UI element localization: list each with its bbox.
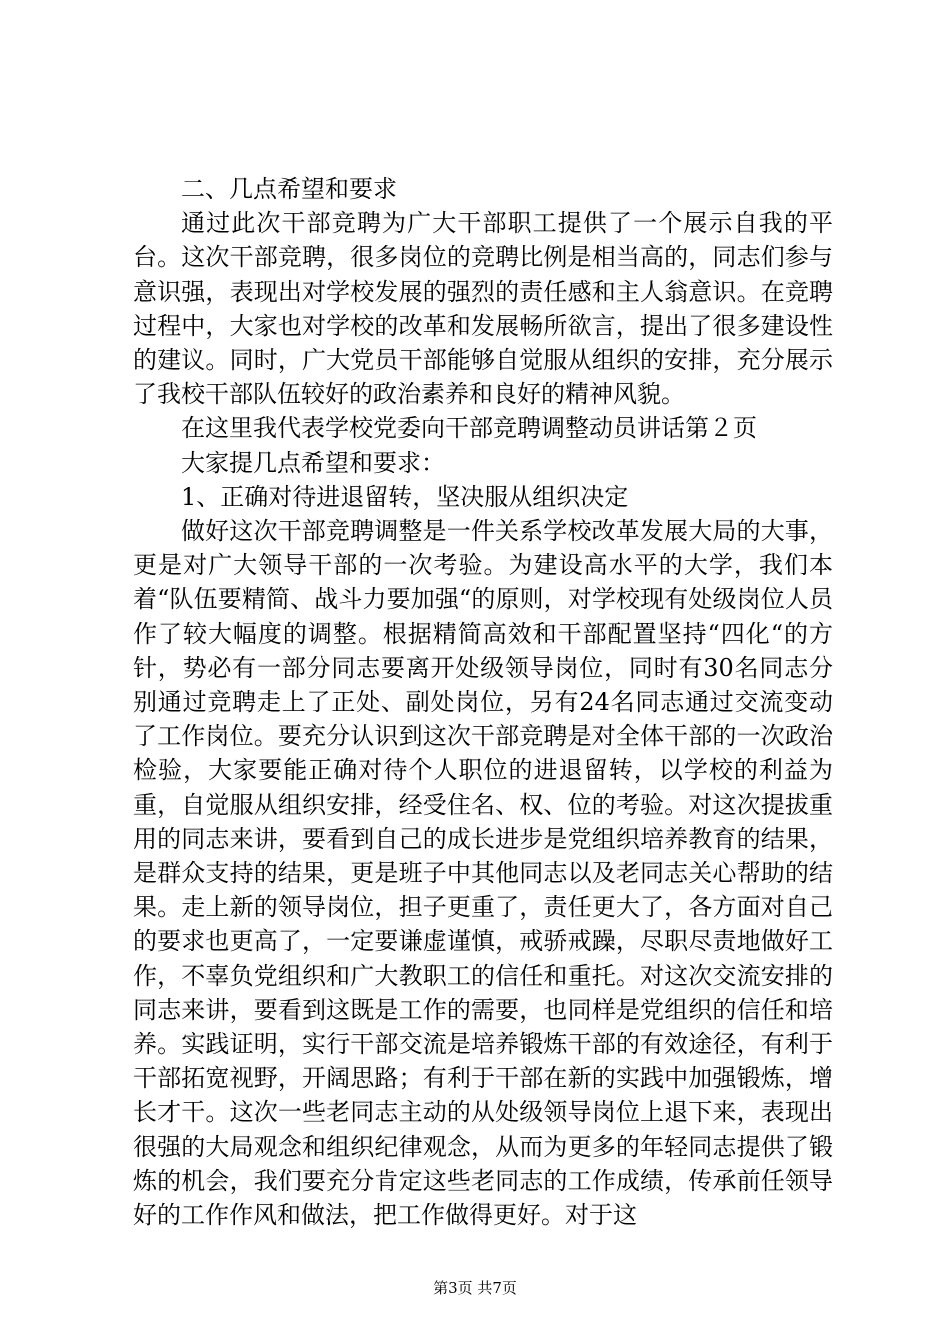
section-heading: 二、几点希望和要求 [181, 175, 397, 203]
body-paragraph: 在这里我代表学校党委向干部竞聘调整动员讲话第２页 [181, 414, 757, 443]
document-body [133, 172, 833, 1232]
subsection-heading: 1、正确对待进退留转，坚决服从组织决定 [181, 482, 629, 511]
body-paragraph: 大家提几点希望和要求： [181, 448, 445, 477]
body-paragraph: 通过此次干部竞聘为广大干部职工提供了一个展示自我的平台。这次干部竞聘，很多岗位的竞聘比例是相当高的，同志们参与意识强，表现出对学校发展的强烈的责任感和主人翁意识。在竞聘过程中，大家也对学校的改革和发展畅所欲言，提出了很多建设性的建议。同时，广大党员干部能够自觉服从组织的安排，充分展示了我校干部队伍较好的政治素养和良好的精神风貌。 [133, 209, 833, 409]
body-paragraph: 做好这次干部竞聘调整是一件关系学校改革发展大局的大事，更是对广大领导干部的一次考验。为建设高水平的大学，我们本着“队伍要精简、战斗力要加强“的原则，对学校现有处级岗位人员作了较大幅度的调整。根据精简高效和干部配置坚持“四化“的方针，势必有一部分同志要离开处级领导岗位，同时有30名同志分别通过竞聘走上了正处、副处岗位，另有24名同志通过交流变动了工作岗位。要充分认识到这次干部竞聘是对全体干部的一次政治检验，大家要能正确对待个人职位的进退留转，以学校的利益为重，自觉服从组织安排，经受住名、权、位的考验。对这次提拔重用的同志来讲，要看到自己的成长进步是党组织培养教育的结果，是群众支持的结果，更是班子中其他同志以及老同志关心帮助的结果。走上新的领导岗位，担子更重了，责任更大了，各方面对自己的要求也更高了，一定要谦虚谨慎，戒骄戒躁，尽职尽责地做好工作，不辜负党组织和广大教职工的信任和重托。对这次交流安排的同志来讲，要看到这既是工作的需要，也同样是党组织的信任和培养。实践证明，实行干部交流是培养锻炼干部的有效途径，有利于干部拓宽视野，开阔思路；有利于干部在新的实践中加强锻炼，增长才干。这次一些老同志主动的从处级领导岗位上退下来，表现出很强的大局观念和组织纪律观念，从而为更多的年轻同志提供了锻炼的机会，我们要充分肯定这些老同志的工作成绩，传承前任领导好的工作作风和做法，把工作做得更好。对于这 [133, 517, 833, 1230]
page-footer: 第3页 共7页 [433, 1279, 517, 1297]
